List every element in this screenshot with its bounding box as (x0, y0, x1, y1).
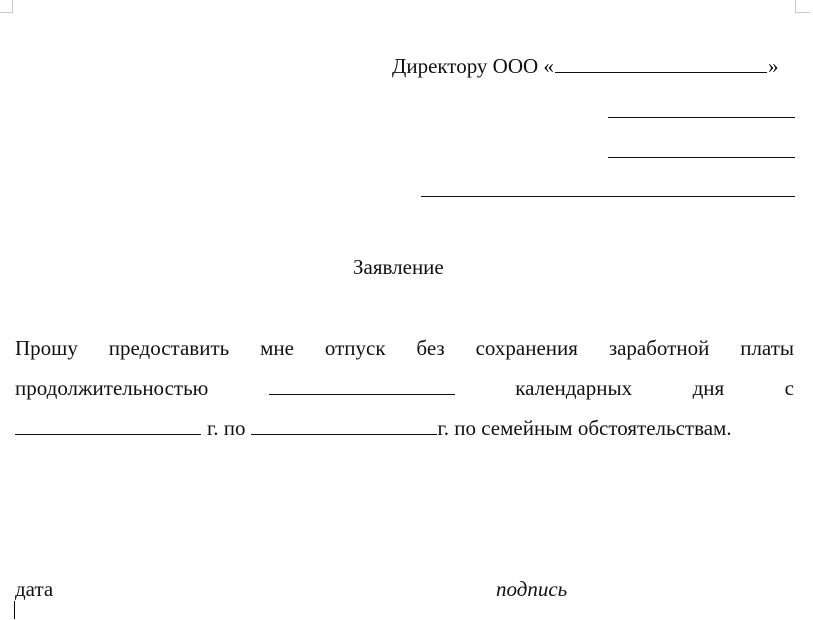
body-line-2 (15, 376, 794, 401)
start-date-blank[interactable] (15, 433, 201, 435)
body-word: платы (740, 336, 794, 360)
body-word: Прошу (15, 336, 78, 360)
company-name-blank[interactable] (555, 71, 767, 73)
applicant-name-blank-line[interactable] (421, 196, 795, 197)
end-date-blank[interactable] (251, 433, 437, 435)
body-word: отпуск (324, 336, 386, 360)
body-word: сохранения (475, 336, 578, 360)
page-corner-mark-right (795, 0, 810, 13)
body-word: с (784, 376, 794, 400)
body-line-3 (15, 416, 794, 441)
addressee-prefix: Директору ООО « (392, 54, 554, 78)
body-text: г. по семейным обстоятельствам. (437, 416, 732, 440)
date-label: дата (15, 577, 54, 601)
body-word: дня (692, 376, 725, 400)
body-word: календарных (515, 376, 633, 400)
body-text: г. по (207, 416, 246, 440)
document-title: Заявление (353, 255, 444, 279)
body-word: предоставить (108, 336, 230, 360)
addressee-suffix: » (767, 54, 779, 78)
page-corner-mark-left (0, 0, 13, 13)
body-word: продолжительностью (15, 376, 209, 400)
addressee-line (392, 54, 778, 79)
body-line-1 (15, 336, 794, 361)
body-word: заработной (608, 336, 710, 360)
text-cursor (14, 601, 15, 619)
addressee-blank-line-2[interactable] (608, 117, 795, 118)
duration-blank[interactable] (269, 393, 455, 395)
addressee-blank-line-3[interactable] (608, 157, 795, 158)
body-word: без (416, 336, 445, 360)
signature-label: подпись (496, 577, 568, 601)
body-word: мне (260, 336, 294, 360)
